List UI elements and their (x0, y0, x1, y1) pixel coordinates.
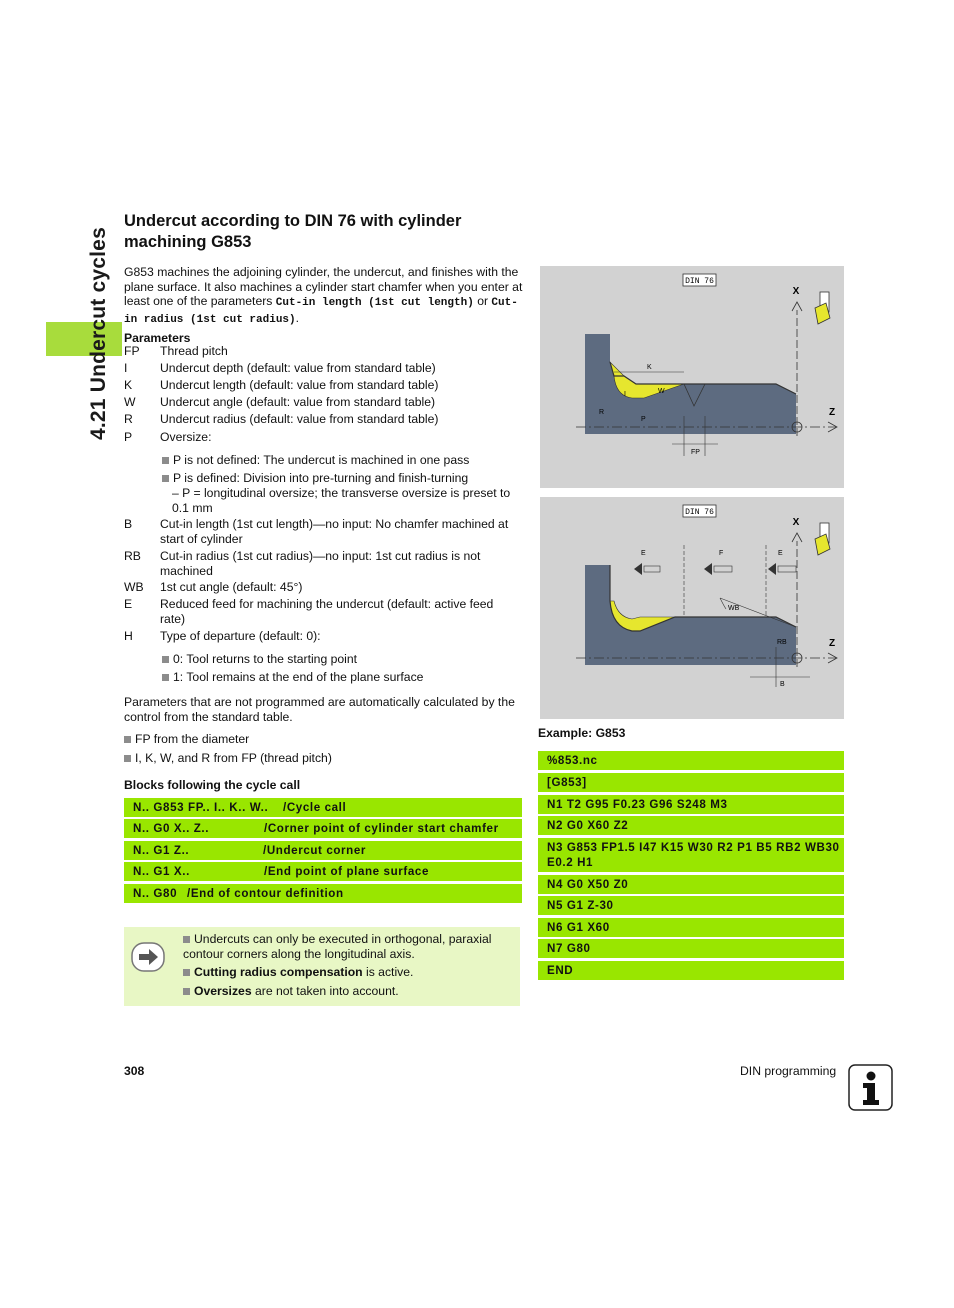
i-label: I (624, 391, 626, 398)
feed-arrow-icon (644, 566, 660, 572)
parameters-heading: Parameters (124, 331, 191, 345)
z-label: Z (828, 638, 836, 649)
k-label: K (647, 364, 652, 371)
footer-section-title: DIN programming (740, 1064, 837, 1078)
param-desc: Thread pitch (160, 344, 228, 358)
example-line: %853.nc (538, 751, 844, 770)
example-line: END (538, 961, 844, 980)
note-line: Cutting radius compensation is active. (183, 965, 513, 980)
param-desc: Undercut depth (default: value from standard table) (160, 361, 436, 375)
param-code: FP (124, 344, 140, 358)
b-label: B (780, 681, 785, 688)
block-row (124, 841, 522, 860)
page-number: 308 (124, 1064, 145, 1078)
chamfer-diagram (540, 497, 844, 719)
block-row (124, 862, 522, 881)
example-heading: Example: G853 (538, 726, 626, 740)
example-line: N7 G80 (538, 939, 844, 958)
h-option: 1: Tool remains at the end of the plane surface (162, 670, 522, 685)
block-comment: /Undercut corner (263, 844, 367, 857)
block-code: N.. G0 X.. Z.. (133, 822, 210, 835)
block-code: N.. G80 (133, 887, 178, 900)
note-line: Undercuts can only be executed in orthogonal, paraxial contour corners along the longitudinal axis. (183, 932, 513, 961)
example-line: N6 G1 X60 (538, 918, 844, 937)
e-label-left: E (641, 550, 646, 557)
block-comment: /End of contour definition (187, 887, 344, 900)
w-label: W (658, 388, 665, 395)
example-line: N2 G0 X60 Z2 (538, 816, 844, 835)
block-comment: /Cycle call (283, 801, 347, 814)
x-label: X (792, 517, 800, 528)
f-label: F (719, 550, 724, 557)
example-line: N5 G1 Z-30 (538, 896, 844, 915)
feed-arrow-icon (704, 563, 712, 575)
fp-label: FP (691, 449, 700, 456)
block-row (124, 798, 522, 817)
feed-arrow-icon (768, 563, 776, 575)
auto-calc-item: I, K, W, and R from FP (thread pitch) (124, 751, 332, 766)
block-row (124, 819, 522, 838)
param-code: RB (124, 549, 141, 563)
param-desc: Undercut angle (default: value from standard table) (160, 395, 436, 409)
note-line: Oversizes are not taken into account. (183, 984, 513, 999)
feed-arrow-icon (714, 566, 732, 572)
chapter-tab (46, 322, 122, 356)
param-desc: Type of departure (default: 0): (160, 629, 321, 643)
arrow-right-icon (131, 942, 165, 972)
param-code: I (124, 361, 128, 375)
blocks-heading: Blocks following the cycle call (124, 778, 301, 792)
example-line: N1 T2 G95 F0.23 G96 S248 M3 (538, 795, 844, 814)
wb-label: WB (728, 605, 740, 612)
info-icon (848, 1064, 893, 1111)
param-code: WB (124, 580, 144, 594)
e-label-right: E (778, 550, 783, 557)
example-line: N4 G0 X50 Z0 (538, 875, 844, 894)
param-desc: Cut-in length (1st cut length)—no input: No chamfer machined at start of cylinder (160, 517, 509, 546)
x-arrow-icon (792, 533, 802, 542)
example-line: N3 G853 FP1.5 I47 K15 W30 R2 P1 B5 RB2 WB30 E0.2 H1 (538, 838, 844, 872)
block-code: N.. G1 Z.. (133, 844, 190, 857)
z-label: Z (828, 407, 836, 418)
param-desc: Undercut length (default: value from standard table) (160, 378, 439, 392)
param-code: E (124, 597, 133, 611)
x-arrow-icon (792, 302, 802, 311)
p-option-detail: – P = longitudinal oversize; the transverse oversize is preset to 0.1 mm (172, 486, 511, 515)
param-code: W (124, 395, 136, 409)
h-option: 0: Tool returns to the starting point (162, 652, 522, 667)
param-desc: Cut-in radius (1st cut radius)—no input: 1st cut radius is not machined (160, 549, 481, 578)
intro-code-1: Cut-in length (1st cut length) (275, 297, 474, 309)
block-comment: /End point of plane surface (264, 865, 429, 878)
p-option: P is not defined: The undercut is machined in one pass (162, 453, 522, 468)
r-label: R (599, 409, 605, 416)
param-code: H (124, 629, 133, 643)
intro-paragraph: G853 machines the adjoining cylinder, the undercut, and finishes with the plane surface. It also machines a cylinder start chamfer when you enter at least one of the parameters Cut-in length (1st cut length) or Cut-in radius (1st cut radius). (124, 265, 523, 326)
block-code: N.. G853 FP.. I.. K.. W.. (133, 801, 269, 814)
param-code: B (124, 517, 133, 531)
intro-code-2: Cut-in radius (1st cut radius) (124, 297, 518, 326)
chamfer-diagram-svg (540, 497, 844, 719)
p-option: P is defined: Division into pre-turning and finish-turning (162, 471, 522, 486)
p-label: P (641, 416, 646, 423)
undercut-diagram-svg (540, 266, 844, 488)
param-code: K (124, 378, 133, 392)
example-line: [G853] (538, 773, 844, 792)
param-code: R (124, 412, 133, 426)
din76-tag: DIN 76 (685, 277, 714, 286)
feed-arrow-icon (634, 563, 642, 575)
block-comment: /Corner point of cylinder start chamfer (264, 822, 499, 835)
chapter-title: 4.21 Undercut cycles (87, 227, 110, 440)
param-desc: Oversize: (160, 430, 212, 444)
din76-tag: DIN 76 (685, 508, 714, 517)
param-desc: Reduced feed for machining the undercut (default: active feed rate) (160, 597, 494, 626)
param-code: P (124, 430, 133, 444)
block-row (124, 884, 522, 903)
section-heading: Undercut according to DIN 76 with cylinder machining G853 (124, 212, 462, 251)
param-desc: Undercut radius (default: value from standard table) (160, 412, 439, 426)
rb-label: RB (777, 639, 787, 646)
param-desc: 1st cut angle (default: 45°) (160, 580, 303, 594)
block-code: N.. G1 X.. (133, 865, 190, 878)
undercut-diagram (540, 266, 844, 488)
auto-calc-text: Parameters that are not programmed are automatically calculated by the control from the standard table. (124, 695, 515, 724)
feed-arrow-icon (778, 566, 796, 572)
auto-calc-item: FP from the diameter (124, 732, 249, 747)
x-label: X (792, 286, 800, 297)
